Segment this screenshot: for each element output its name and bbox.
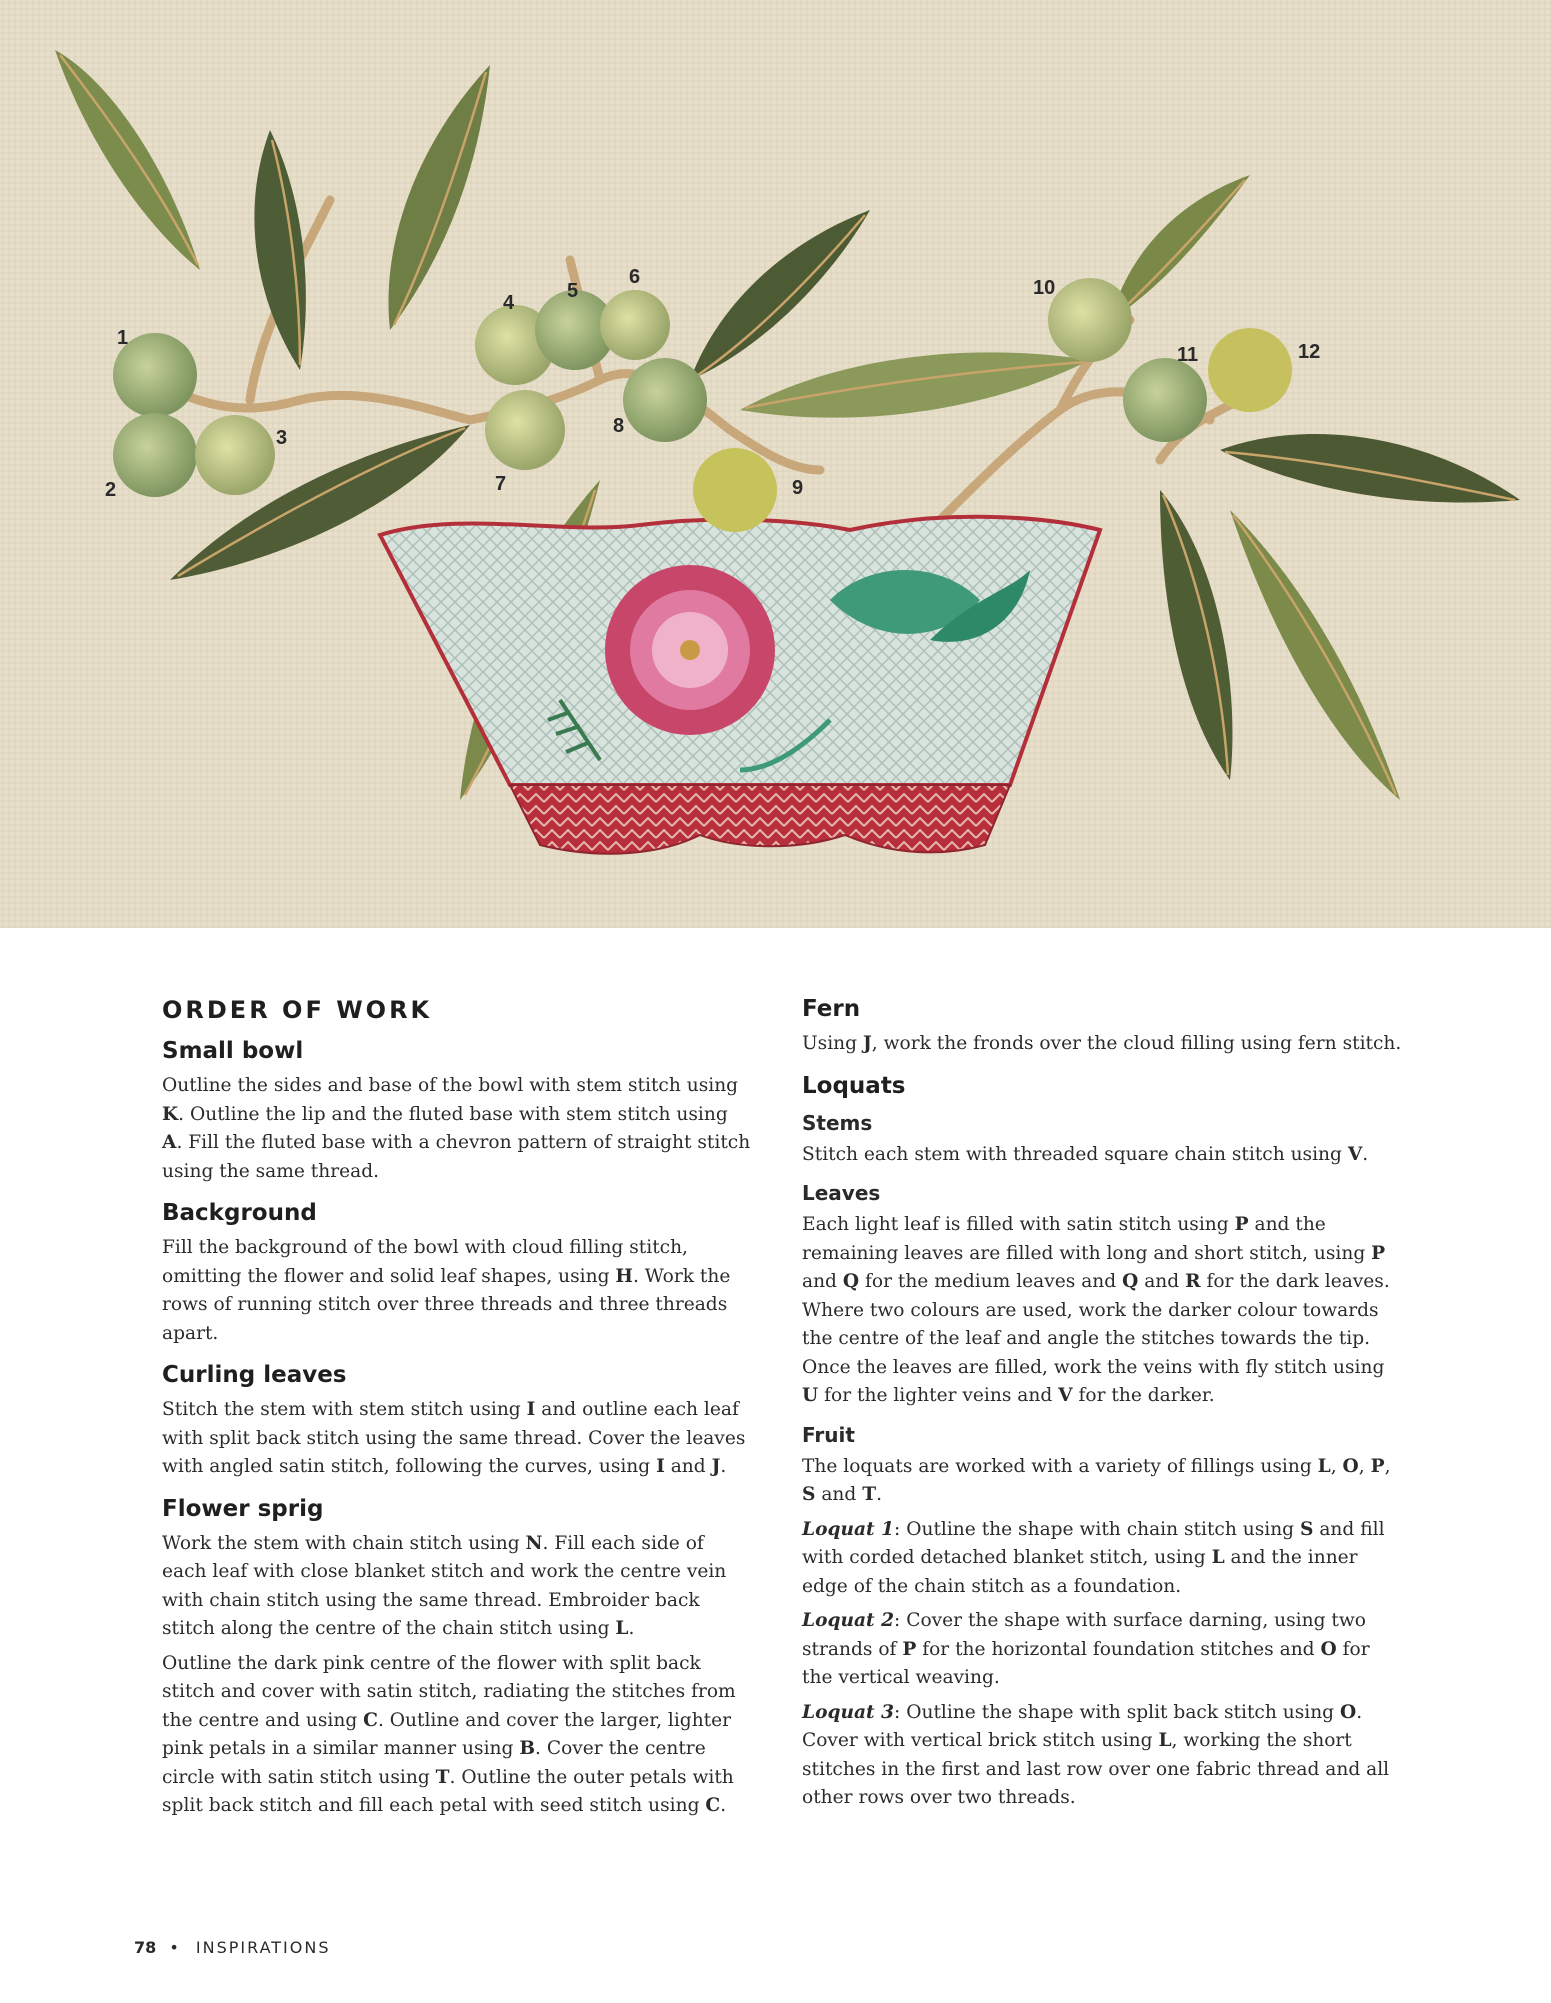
right-column [802, 996, 1402, 1819]
label-4: 4 [503, 292, 515, 314]
label-2: 2 [105, 479, 117, 501]
footer-bullet: • [169, 1938, 181, 1957]
loquat-8 [623, 358, 707, 442]
bowl-base [510, 785, 1010, 854]
loquat-10 [1048, 278, 1132, 362]
label-11: 11 [1177, 344, 1199, 366]
loquats-heading: Loquats [802, 1072, 906, 1099]
label-5: 5 [567, 280, 579, 302]
background-heading: Background [162, 1200, 317, 1226]
label-3: 3 [276, 427, 288, 449]
stems-text: Stitch each stem with threaded square chain stitch using V. [802, 1143, 1369, 1165]
footer-section: INSPIRATIONS [195, 1938, 331, 1957]
leaves-heading: Leaves [802, 1181, 881, 1205]
background-text: Fill the background of the bowl with cloud filling stitch, omitting the flower and solid leaf shapes, using H. Work the rows of running stitch over three threads and three threads apart. [162, 1237, 731, 1344]
fern-heading: Fern [802, 996, 861, 1022]
loquat-7 [485, 390, 565, 470]
leaves-text: Each light leaf is filled with satin stitch using P and the remaining leaves are filled with long and short stitch, using P and Q for the medium leaves and Q and R for the dark leaves. Where two colours are used, work the darker colour towards the centre of the leaf and angle the stitches towards the tip. Once the leaves are filled, work the veins with fly stitch using U for the lighter veins and V for the darker. [802, 1214, 1390, 1406]
loquat-2 [113, 413, 197, 497]
label-1: 1 [117, 327, 129, 349]
loquat-3-text: Loquat 3: Outline the shape with split back stitch using O. Cover with vertical brick stitch using L, working the short stitches in the first and last row over one fabric thread and all other rows over two threads. [802, 1701, 1390, 1808]
loquat-2-text: Loquat 2: Cover the shape with surface darning, using two strands of P for the horizontal foundation stitches and O for the vertical weaving. [802, 1610, 1370, 1688]
loquat-3 [195, 415, 275, 495]
page-footer [134, 1938, 330, 1957]
flower-sprig-text-1: Work the stem with chain stitch using N. Fill each side of each leaf with close blanket stitch and work the centre vein with chain stitch using the same thread. Embroider back stitch along the centre of the chain stitch using L. [162, 1532, 727, 1639]
label-6: 6 [629, 266, 641, 288]
stems-heading: Stems [802, 1110, 873, 1135]
small-bowl-heading: Small bowl [162, 1038, 304, 1064]
label-7: 7 [495, 473, 507, 495]
fruit-text: The loquats are worked with a variety of fillings using L, O, P, S and T. [802, 1455, 1391, 1505]
flower-sprig-heading: Flower sprig [162, 1495, 324, 1522]
flower-sprig-text-2: Outline the dark pink centre of the flower with split back stitch and cover with satin stitch, radiating the stitches from the centre and using C. Outline and cover the larger, lighter pink petals in a similar manner using B. Cover the centre circle with satin stitch using T. Outline the outer petals with split back stitch and fill each petal with seed stitch using C. [162, 1652, 736, 1816]
curling-leaves-text: Stitch the stem with stem stitch using I and outline each leaf with split back stitch using the same thread. Cover the leaves with angled satin stitch, following the curves, using I and J. [162, 1399, 746, 1477]
curling-leaves-heading: Curling leaves [162, 1362, 347, 1388]
loquat-9 [693, 448, 777, 532]
fruit-heading: Fruit [802, 1422, 855, 1447]
embroidery-photo [0, 0, 1551, 928]
label-8: 8 [613, 415, 625, 437]
label-12: 12 [1298, 341, 1321, 363]
small-bowl-text: Outline the sides and base of the bowl with stem stitch using K. Outline the lip and the fluted base with stem stitch using A. Fill the fluted base with a chevron pattern of straight stitch using the same thread. [162, 1075, 751, 1182]
order-of-work-title: ORDER OF WORK [162, 996, 433, 1024]
loquat-6 [600, 290, 670, 360]
label-10: 10 [1033, 277, 1056, 299]
loquat-12 [1208, 328, 1292, 412]
label-9: 9 [792, 477, 804, 499]
loquat-1-text: Loquat 1: Outline the shape with chain stitch using S and fill with corded detached blanket stitch, using L and the inner edge of the chain stitch as a foundation. [802, 1518, 1385, 1597]
left-column [162, 996, 752, 1827]
page-number: 78 [134, 1938, 157, 1957]
fern-text: Using J, work the fronds over the cloud filling using fern stitch. [802, 1033, 1402, 1054]
loquat-11 [1123, 358, 1207, 442]
